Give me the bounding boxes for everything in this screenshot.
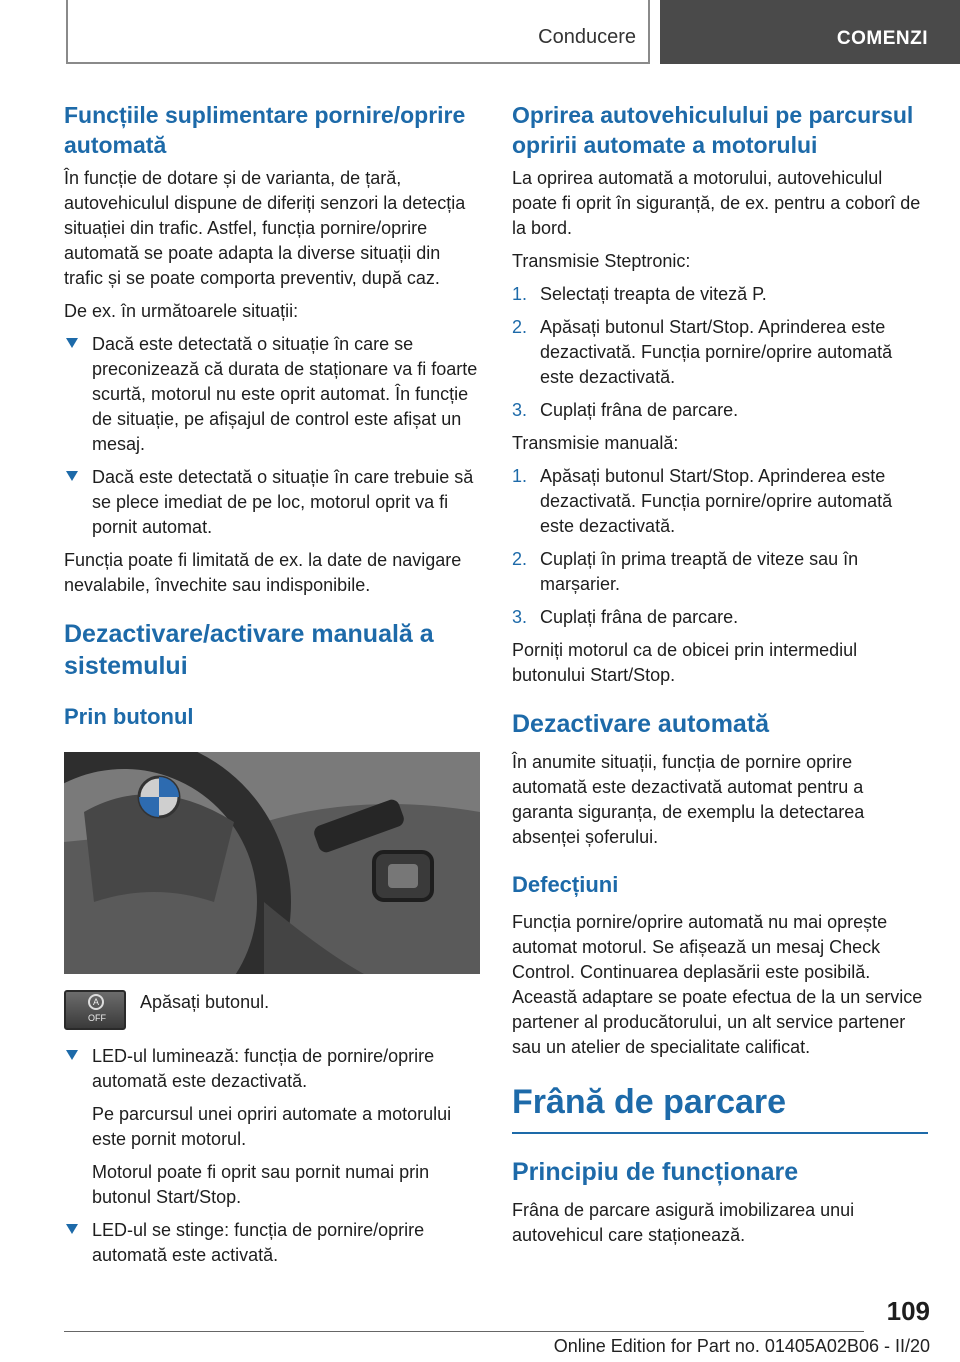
off-label: OFF <box>88 1013 106 1023</box>
step-item <box>512 282 928 307</box>
header-chapter-tab: COMENZI <box>660 0 960 64</box>
chapter-title-parking-brake: Frână de parcare <box>512 1082 928 1134</box>
list-item-text: LED-ul se stinge: funcția de pornire/oprire automată este activată. <box>92 1220 425 1265</box>
paragraph: Frâna de parcare asigură imobilizarea unui autovehicul care staționează. <box>512 1200 855 1245</box>
right-column <box>512 100 928 1256</box>
steptronic-steps <box>512 282 928 423</box>
triangle-bullet-icon <box>66 338 78 348</box>
step-number: 3. <box>512 400 528 420</box>
left-column <box>64 100 480 1276</box>
paragraph: În funcție de dotare și de varianta, de țară, autovehiculul dispune de diferiți senzori la detecția situației din trafic. Astfel, funcția pornire/oprire automată se poate adapta la diverse situații din trafic și se poate comporta preventiv, după caz. <box>64 168 466 288</box>
paragraph: De ex. în următoarele situații: <box>64 301 299 321</box>
triangle-bullet-icon <box>66 1050 78 1060</box>
list-item <box>64 465 480 540</box>
step-number: 1. <box>512 284 528 304</box>
header-section-title: Conducere <box>538 26 636 48</box>
footer-divider <box>64 1331 864 1332</box>
page-number: 109 <box>886 1296 930 1326</box>
list-item-text: Dacă este detectată o situație în care trebuie să se plece imediat de pe loc, motorul oprit va fi pornit automat. <box>92 467 474 537</box>
list-sub-paragraph: Motorul poate fi oprit sau pornit numai prin butonul Start/Stop. <box>92 1162 430 1207</box>
step-text: Apăsați butonul Start/Stop. Aprinderea este dezactivată. Funcția pornire/oprire automată este dezactivată. <box>540 466 893 536</box>
step-item <box>512 398 928 423</box>
cockpit-drawing <box>64 752 480 974</box>
bullet-list <box>64 332 480 540</box>
step-number: 2. <box>512 317 528 337</box>
paragraph: În anumite situații, funcția de pornire oprire automată este dezactivată automat pentru a garanta siguranța, de exemplu la detectarea absenței șoferului. <box>512 752 865 847</box>
step-text: Cuplați frâna de parcare. <box>540 607 739 627</box>
triangle-bullet-icon <box>66 1224 78 1234</box>
paragraph: Funcția poate fi limitată de ex. la date de navigare nevalabile, învechite sau indisponibile. <box>64 550 462 595</box>
step-number: 2. <box>512 549 528 569</box>
led-status-list <box>64 1044 480 1268</box>
auto-start-stop-button-icon <box>64 990 126 1030</box>
step-number: 1. <box>512 466 528 486</box>
heading-stop-start-functions: Funcțiile suplimentare pornire/oprire automată <box>64 102 466 158</box>
heading-manual-deactivation: Dezactivare/activare manuală a sistemului <box>64 620 434 680</box>
step-item <box>512 315 928 390</box>
step-text: Selectați treapta de viteză P. <box>540 284 767 304</box>
step-text: Cuplați în prima treaptă de viteze sau în marșarier. <box>540 549 859 594</box>
list-item-text: LED-ul luminează: funcția de pornire/oprire automată este dezactivată. <box>92 1046 435 1091</box>
list-item-text: Dacă este detectată o situație în care se preconizează că durata de staționare va fi foarte scurtă, motorul nu este oprit automat. În funcție de situație, pe afișajul de control este afișat un mesaj. <box>92 334 478 454</box>
list-item <box>64 1044 480 1210</box>
heading-via-button: Prin butonul <box>64 704 194 729</box>
button-caption: Apăsați butonul. <box>140 992 270 1012</box>
heading-automatic-deactivation: Dezactivare automată <box>512 710 770 738</box>
a-letter-glyph: A <box>88 994 104 1010</box>
header-section-box <box>66 0 650 64</box>
heading-operating-principle: Principiu de funcționare <box>512 1158 799 1186</box>
footer-edition: Online Edition for Part no. 01405A02B06 - II/20 <box>553 1336 930 1356</box>
paragraph: Porniți motorul ca de obicei prin intermediul butonului Start/Stop. <box>512 640 858 685</box>
step-number: 3. <box>512 607 528 627</box>
paragraph: Transmisie manuală: <box>512 433 679 453</box>
heading-stopping-vehicle: Oprirea autovehiculului pe parcursul opririi automate a motorului <box>512 102 914 158</box>
step-text: Apăsați butonul Start/Stop. Aprinderea este dezactivată. Funcția pornire/oprire automată este dezactivată. <box>540 317 893 387</box>
step-text: Cuplați frâna de parcare. <box>540 400 739 420</box>
button-instruction-row <box>64 990 480 1030</box>
list-sub-paragraph: Pe parcursul unei opriri automate a motorului este pornit motorul. <box>92 1104 452 1149</box>
paragraph: La oprirea automată a motorului, autovehiculul poate fi oprit în siguranță, de ex. pentru a coborî de la bord. <box>512 168 921 238</box>
triangle-bullet-icon <box>66 471 78 481</box>
manual-steps <box>512 464 928 630</box>
paragraph: Funcția pornire/oprire automată nu mai oprește automat motorul. Se afișează un mesaj Check Control. Continuarea deplasării este posibilă. Această adaptare se poate efectua de la un service partener al producătorului, un alt service partener sau un atelier de specialitate calificat. <box>512 912 923 1057</box>
heading-faults: Defecțiuni <box>512 872 619 897</box>
step-item <box>512 547 928 597</box>
step-item <box>512 464 928 539</box>
list-item <box>64 1218 480 1268</box>
paragraph: Transmisie Steptronic: <box>512 251 691 271</box>
step-item <box>512 605 928 630</box>
steering-wheel-illustration <box>64 752 480 974</box>
list-item <box>64 332 480 457</box>
